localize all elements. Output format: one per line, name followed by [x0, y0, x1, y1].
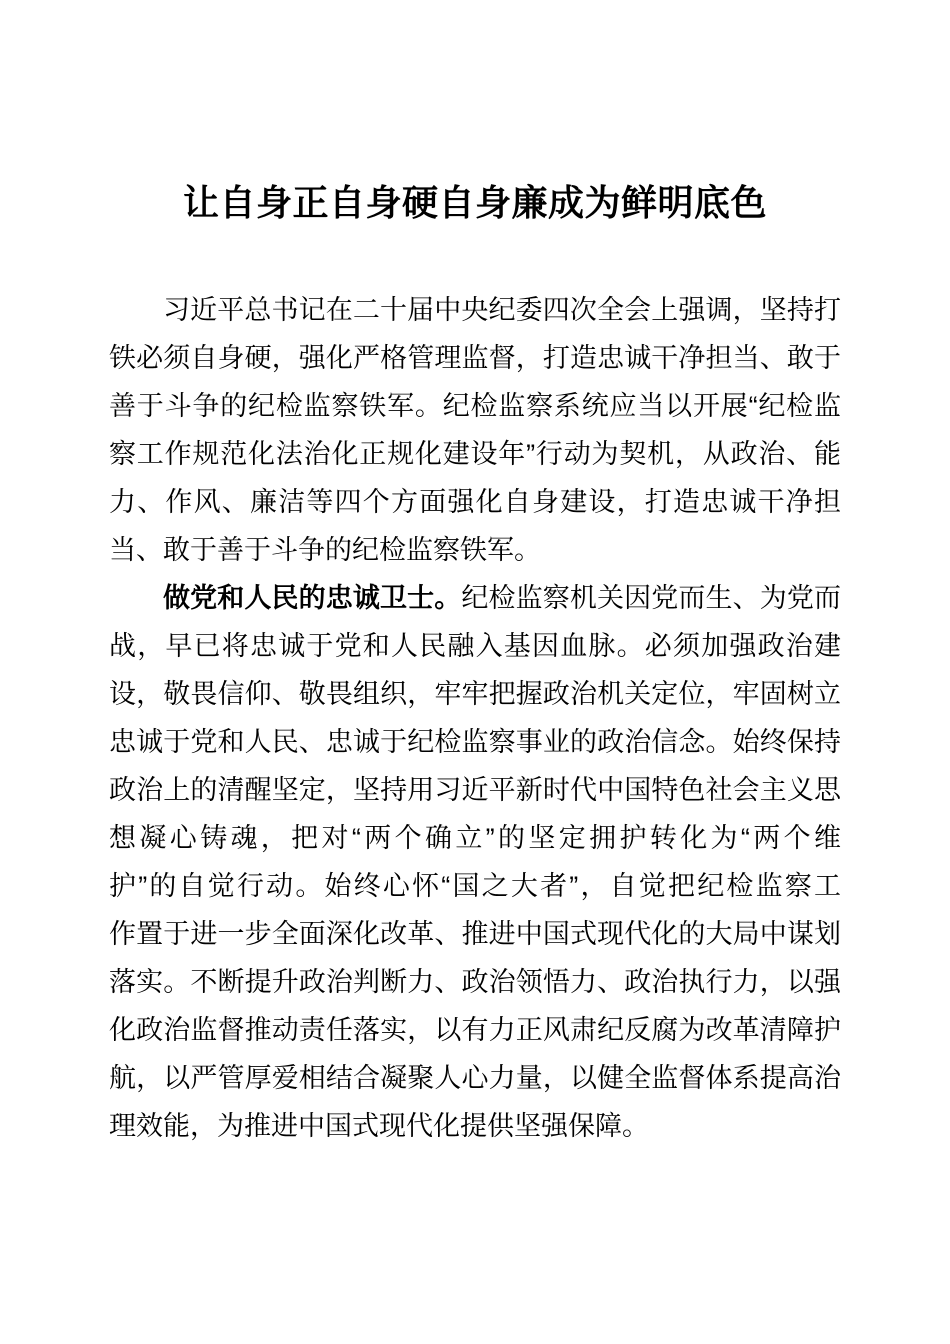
- text-segment: 习近平总书记在二十届中央纪委四次全会上强调，坚持打: [163, 295, 841, 325]
- document-body: [109, 286, 841, 1150]
- text-segment: 设，敬畏信仰、敬畏组织，牢牢把握政治机关定位，牢固树立: [109, 679, 841, 709]
- text-segment: 护”的自觉行动。始终心怀“国之大者”，自觉把纪检监察工: [109, 871, 841, 901]
- text-line: [109, 622, 841, 670]
- text-segment: 铁必须自身硬，强化严格管理监督，打造忠诚干净担当、敢于: [109, 343, 841, 373]
- text-segment: 化政治监督推动责任落实，以有力正风肃纪反腐为改革清障护: [109, 1015, 841, 1045]
- text-line: [109, 286, 841, 334]
- text-line: [109, 862, 841, 910]
- text-segment: 作置于进一步全面深化改革、推进中国式现代化的大局中谋划: [109, 919, 841, 949]
- text-line: [109, 1102, 841, 1150]
- text-line: [109, 382, 841, 430]
- text-line: [109, 766, 841, 814]
- text-segment: 纪检监察机关因党而生、为党而: [461, 583, 841, 613]
- text-segment: 政治上的清醒坚定，坚持用习近平新时代中国特色社会主义思: [109, 775, 841, 805]
- document-title: 让自身正自身硬自身廉成为鲜明底色: [182, 182, 767, 223]
- text-segment: 想凝心铸魂，把对“两个确立”的坚定拥护转化为“两个维: [109, 823, 841, 853]
- text-line: [109, 574, 841, 622]
- text-line: [109, 334, 841, 382]
- text-line: [109, 718, 841, 766]
- text-segment: 战，早已将忠诚于党和人民融入基因血脉。必须加强政治建: [109, 631, 841, 661]
- bold-lead-text: 做党和人民的忠诚卫士。: [163, 583, 462, 613]
- text-line: [109, 478, 841, 526]
- text-segment: 察工作规范化法治化正规化建设年”行动为契机，从政治、能: [109, 439, 841, 469]
- text-segment: 力、作风、廉洁等四个方面强化自身建设，打造忠诚干净担: [109, 487, 841, 517]
- text-line: [109, 958, 841, 1006]
- text-line: [109, 526, 841, 574]
- text-line: [109, 430, 841, 478]
- text-line: [109, 910, 841, 958]
- text-segment: 当、敢于善于斗争的纪检监察铁军。: [109, 535, 541, 565]
- text-segment: 理效能，为推进中国式现代化提供坚强保障。: [109, 1111, 649, 1141]
- text-segment: 航，以严管厚爱相结合凝聚人心力量，以健全监督体系提高治: [109, 1063, 841, 1093]
- text-line: [109, 1054, 841, 1102]
- text-segment: 善于斗争的纪检监察铁军。纪检监察系统应当以开展“纪检监: [109, 391, 841, 421]
- text-segment: 忠诚于党和人民、忠诚于纪检监察事业的政治信念。始终保持: [109, 727, 841, 757]
- paragraph: [109, 574, 841, 1150]
- text-segment: 落实。不断提升政治判断力、政治领悟力、政治执行力，以强: [109, 967, 841, 997]
- text-line: [109, 1006, 841, 1054]
- text-line: [109, 670, 841, 718]
- text-line: [109, 814, 841, 862]
- paragraph: [109, 286, 841, 574]
